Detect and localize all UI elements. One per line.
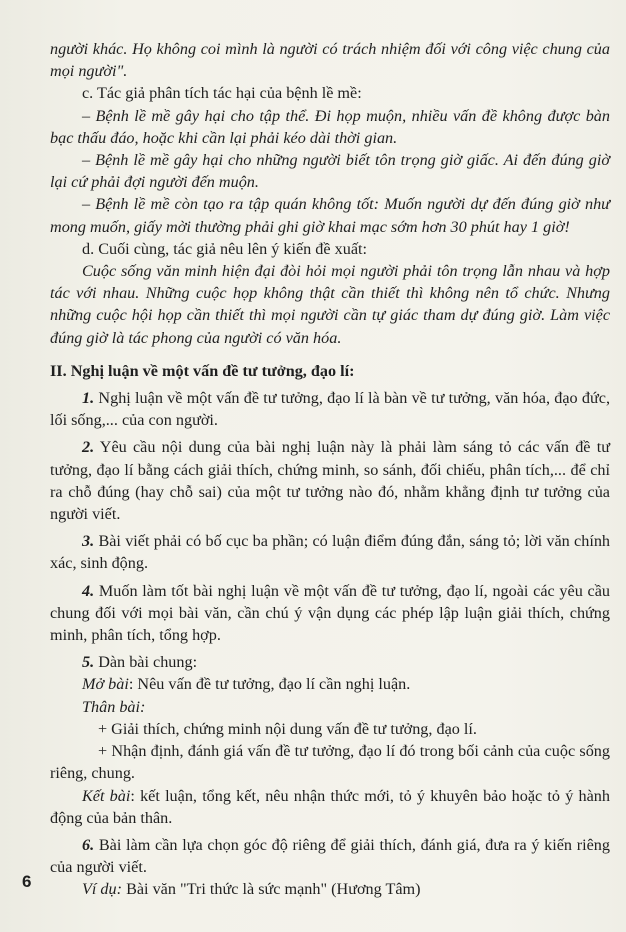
item-number: 6. [82,835,95,854]
section-item-2 [50,436,610,525]
page-body [50,38,610,901]
item-number: 5. [82,653,95,672]
outline-mo-bai [50,673,610,695]
outline-ket-bai [50,785,610,829]
example-label: Ví dụ: [82,880,123,899]
point-c-harm-2: – Bệnh lề mề gây hại cho những người biết tôn trọng giờ giấc. Ai đến đúng giờ lại cứ phải đợi người đến muộn. [50,151,610,192]
point-c-harm-1: – Bệnh lề mề gây hại cho tập thể. Đi họp muộn, nhiều vấn đề không được bàn bạc thấu đáo, hoặc khi cần lại phải kéo dài thời gian. [50,106,610,147]
outline-title [50,651,610,673]
item-text: Yêu cầu nội dung của bài nghị luận này là phải làm sáng tỏ các vấn đề tư tưởng, đạo lí bằng cách giải thích, chứng minh, so sánh, đối chiếu, phân tích,... để chỉ ra chỗ đúng (hay chỗ sai) của một tư tưởng nào đó, nhằm khẳng định tư tưởng của người viết. [50,438,610,524]
mo-bai-text: : Nêu vấn đề tư tưởng, đạo lí cần nghị luận. [128,675,411,694]
item-text: Bài viết phải có bố cục ba phần; có luận điểm đúng đắn, sáng tỏ; lời văn chính xác, sinh động. [50,532,611,573]
item-number: 3. [82,532,95,551]
outline-than-bai-2: + Nhận định, đánh giá vấn đề tư tưởng, đạo lí đó trong bối cảnh của cuộc sống riêng, chung. [50,742,610,783]
section-item-3 [50,530,610,574]
point-c-harm-3: – Bệnh lề mề còn tạo ra tập quán không tốt: Muốn người dự đến đúng giờ như mong muốn, giấy mời thường phải ghi giờ khai mạc sớm hơn 30 phút hay 1 giờ! [50,195,610,236]
item-text: Nghị luận về một vấn đề tư tưởng, đạo lí là bàn về tư tưởng, văn hóa, đạo đức, lối sống,... của con người. [50,389,611,430]
section-item-6 [50,834,610,878]
item-text: Muốn làm tốt bài nghị luận về một vấn đề tư tưởng, đạo lí, ngoài các yêu cầu chung đối với mọi bài văn, cần chú ý vận dụng các phép lập luận giải thích, chứng minh, phân tích, tổng hợp. [50,581,610,645]
section-heading: II. Nghị luận về một vấn đề tư tưởng, đạo lí: [50,361,355,380]
point-d-intro: d. Cuối cùng, tác giả nêu lên ý kiến đề xuất: [82,239,368,258]
item-number: 2. [82,438,95,457]
mo-bai-label: Mở bài [82,675,129,694]
section-item-1 [50,387,610,431]
ket-bai-label: Kết bài [82,786,131,805]
section-item-4 [50,580,610,647]
paragraph-continuation: người khác. Họ không coi mình là người có trách nhiệm đối với công việc chung của mọi người". [50,40,610,81]
point-d-proposal: Cuộc sống văn minh hiện đại đòi hỏi mọi người phải tôn trọng lẫn nhau và hợp tác với nhau. Những cuộc họp không thật cần thiết thì không nên tổ chức. Nhưng những cuộc hội họp cần thiết thì mọi người cần tự giác tham dự đúng giờ. Làm việc đúng giờ là tác phong của người có văn hóa. [50,262,610,347]
item-number: 1. [82,389,95,408]
item-number: 4. [82,581,95,600]
point-c-intro: c. Tác giả phân tích tác hại của bệnh lề mề: [82,84,362,103]
outline-title-text: Dàn bài chung: [98,653,198,672]
example-line [50,878,610,900]
outline-than-bai-1: + Giải thích, chứng minh nội dung vấn đề tư tưởng, đạo lí. [98,719,477,738]
example-text: Bài văn "Tri thức là sức mạnh" (Hương Tâm) [126,880,421,899]
page-number: 6 [22,872,32,891]
ket-bai-text: : kết luận, tổng kết, nêu nhận thức mới, tỏ ý khuyên bảo hoặc tỏ ý hành động của bản thân. [50,786,610,827]
item-text: Bài làm cần lựa chọn góc độ riêng để giải thích, đánh giá, đưa ra ý kiến riêng của người viết. [50,835,610,877]
outline-than-bai-label: Thân bài: [82,697,146,716]
